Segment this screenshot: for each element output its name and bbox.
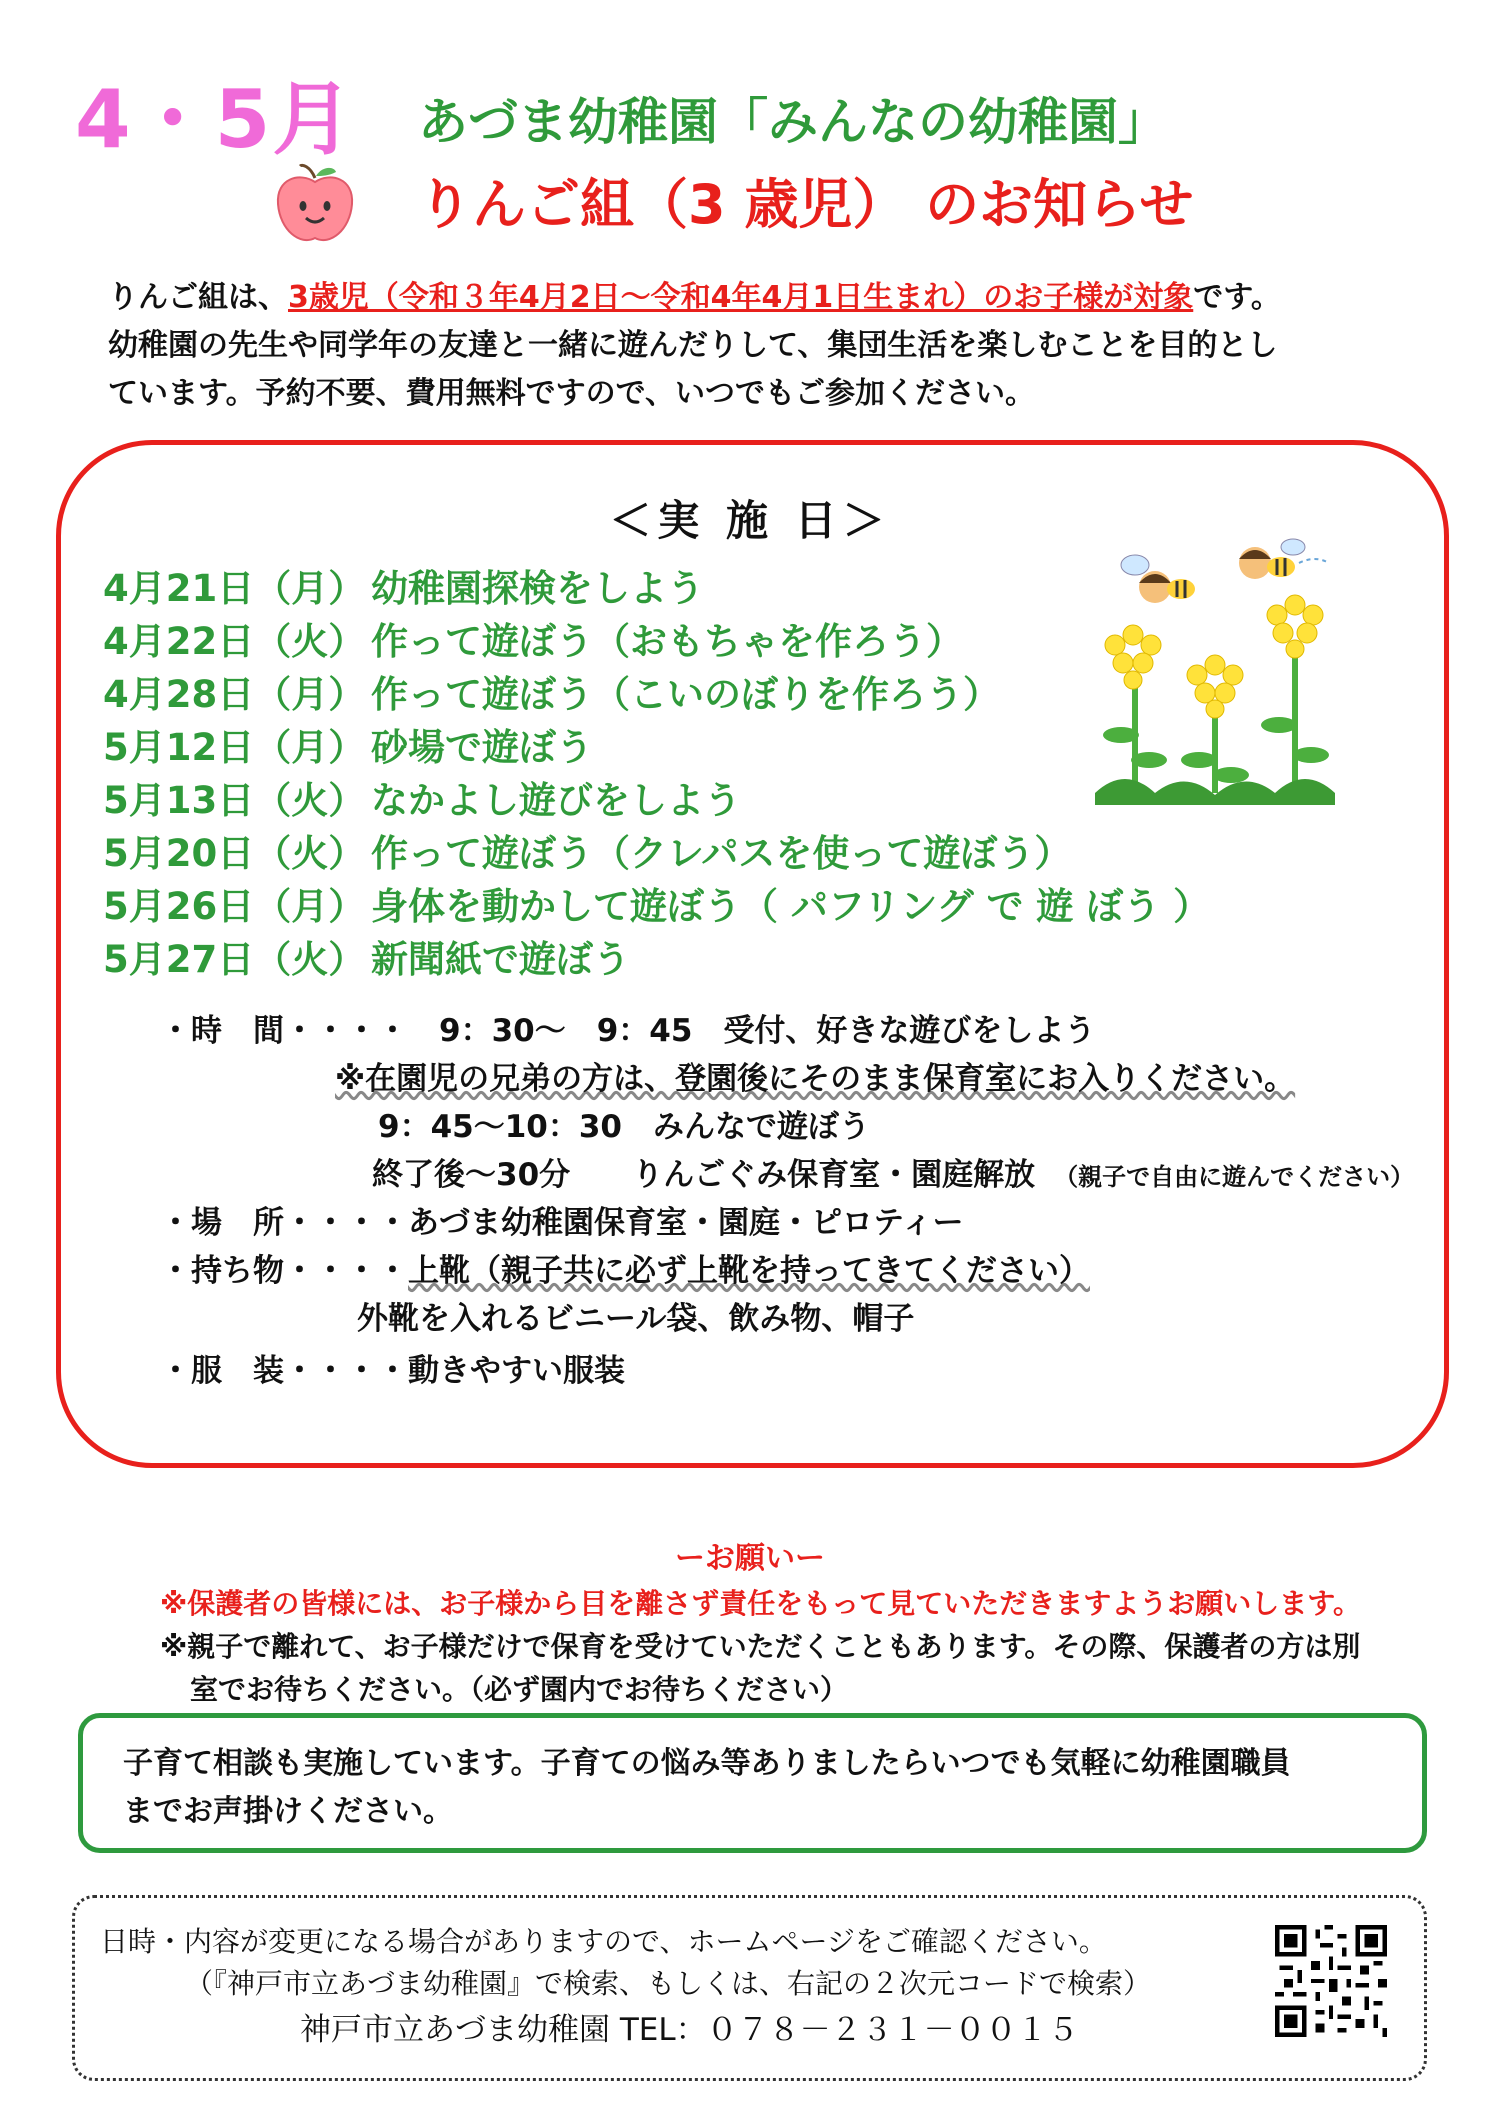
time-note: ※在園児の兄弟の方は、登園後にそのまま保育室にお入りください。 (335, 1061, 1296, 1097)
items-row: ・持ち物・・・・上靴（親子共に必ず上靴を持ってきてください） (160, 1253, 1090, 1289)
place-row: ・場 所・・・・あづま幼稚園保育室・園庭・ピロティー (160, 1205, 964, 1241)
target-age: 3歳児（令和３年4月2日～令和4年4月1日生まれ）のお子様が対象 (288, 280, 1194, 315)
items-row-2: 外靴を入れるビニール袋、飲み物、帽子 (357, 1301, 915, 1337)
schedule-row: 4月22日（火） 作って遊ぼう（おもちゃを作ろう） (103, 620, 963, 663)
request-line-3: 室でお待ちください。（必ず園内でお待ちください） (190, 1673, 849, 1706)
consultation-box (78, 1713, 1427, 1853)
qr-code-icon[interactable] (1275, 1925, 1387, 2037)
schedule-row: 4月28日（月） 作って遊ぼう（こいのぼりを作ろう） (103, 673, 1000, 716)
intro-line-2: 幼稚園の先生や同学年の友達と一緒に遊んだりして、集団生活を楽しむことを目的とし (108, 328, 1278, 363)
schedule-row: 5月27日（火） 新聞紙で遊ぼう (103, 938, 630, 981)
time-row-1: ・時 間・・・・ 9：30～ 9：45 受付、好きな遊びをしよう (160, 1013, 1096, 1049)
request-line-2: ※親子で離れて、お子様だけで保育を受けていただくこともあります。その際、保護者の方は別 (160, 1630, 1361, 1663)
clothes-row: ・服 装・・・・動きやすい服装 (160, 1353, 625, 1389)
class-title: りんご組（3 歳児） のお知らせ (418, 173, 1194, 236)
schedule-title: ＜実 施 日＞ (609, 496, 891, 545)
schedule-row: 5月20日（火） 作って遊ぼう（クレパスを使って遊ぼう） (103, 832, 1072, 875)
apple-icon (270, 160, 360, 250)
bee-icon (1121, 555, 1195, 603)
bee-icon (1239, 539, 1329, 579)
flowers-bees-illustration (1085, 525, 1345, 805)
kindergarten-title: あづま幼稚園「みんなの幼稚園」 (418, 93, 1168, 151)
time-row-3: 終了後～30分 りんごぐみ保育室・園庭解放 （親子で自由に遊んでください） (372, 1157, 1415, 1193)
schedule-row: 5月12日（月） 砂場で遊ぼう (103, 726, 593, 769)
schedule-row: 5月13日（火） なかよし遊びをしよう (103, 779, 741, 822)
time-row-2: 9：45～10：30 みんなで遊ぼう (378, 1109, 870, 1145)
month-heading: 4・5月 (75, 73, 355, 166)
schedule-row: 4月21日（月） 幼稚園探検をしよう (103, 567, 704, 610)
footer-line-1: 日時・内容が変更になる場合がありますので、ホームページをご確認ください。 (100, 1925, 1107, 1958)
intro-line-1: りんご組は、3歳児（令和３年4月2日～令和4年4月1日生まれ）のお子様が対象です。 (108, 280, 1281, 315)
intro-line-3: ています。予約不要、費用無料ですので、いつでもご参加ください。 (108, 376, 1035, 411)
footer-contact: 神戸市立あづま幼稚園 TEL：０７８－２３１－００１５ (300, 2012, 1079, 2048)
footer-line-2: （『神戸市立あづま幼稚園』で検索、もしくは、右記の２次元コードで検索） (185, 1967, 1152, 2000)
consultation-line-1: 子育て相談も実施しています。子育ての悩み等ありましたらいつでも気軽に幼稚園職員 (123, 1746, 1291, 1781)
schedule-row: 5月26日（月） 身体を動かして遊ぼう（ パフリング で 遊 ぼう ） (103, 885, 1211, 928)
consultation-line-2: までお声掛けください。 (123, 1794, 453, 1829)
requests-title: ーお願いー (675, 1541, 825, 1576)
request-line-1: ※保護者の皆様には、お子様から目を離さず責任をもって見ていただきますようお願いします。 (160, 1587, 1361, 1620)
